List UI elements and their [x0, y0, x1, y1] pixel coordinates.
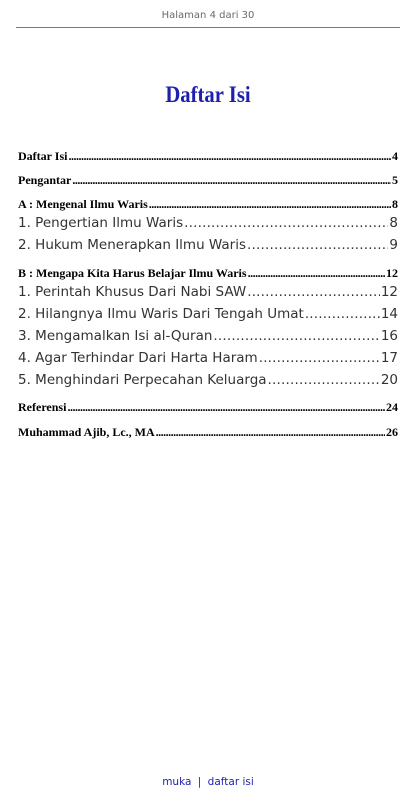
toc-entry-referensi[interactable]: [18, 400, 398, 415]
toc-entry-label: 2. Hilangnya Ilmu Waris Dari Tengah Umat: [18, 306, 304, 322]
toc-entry-b1[interactable]: [18, 284, 398, 300]
header-divider: [16, 27, 400, 28]
toc-entry-a2[interactable]: [18, 237, 398, 253]
page-title: Daftar Isi: [165, 82, 251, 107]
toc-entry-label: Pengantar: [18, 173, 72, 187]
toc-entry-label: A : Mengenal Ilmu Waris: [18, 197, 148, 211]
toc-leader-dots: [213, 328, 379, 344]
toc-entry-page: 24: [386, 400, 398, 414]
toc-link[interactable]: daftar isi: [207, 776, 254, 788]
toc-entry-label: 3. Mengamalkan Isi al-Quran: [18, 328, 213, 344]
footer-nav: [0, 776, 416, 788]
toc-entry-page: 12: [386, 266, 398, 280]
toc-entry-a1[interactable]: [18, 215, 398, 231]
toc-entry-daftar-isi[interactable]: [18, 149, 398, 164]
toc-entry-page: 20: [380, 372, 398, 388]
toc-entry-page: 16: [380, 328, 398, 344]
toc-entry-page: 8: [392, 197, 398, 211]
toc-leader-dots: [248, 266, 385, 281]
toc-entry-label: 2. Hukum Menerapkan Ilmu Waris: [18, 237, 247, 253]
toc-leader-dots: [149, 197, 391, 212]
toc-entry-label: 1. Perintah Khusus Dari Nabi SAW: [18, 284, 247, 300]
page-indicator: Halaman 4 dari 30: [161, 10, 255, 21]
toc-leader-dots: [72, 173, 391, 188]
toc-entry-b4[interactable]: [18, 350, 398, 366]
toc-entry-page: 14: [380, 306, 398, 322]
toc-entry-section-a[interactable]: [18, 197, 398, 212]
toc-entry-page: 4: [392, 149, 398, 163]
footer-separator: |: [197, 776, 202, 788]
toc-leader-dots: [259, 350, 380, 366]
toc-entry-page: 8: [389, 215, 398, 231]
toc-entry-page: 26: [386, 425, 398, 439]
toc-entry-pengantar[interactable]: [18, 173, 398, 188]
toc-entry-page: 5: [392, 173, 398, 187]
toc-leader-dots: [67, 400, 385, 415]
toc-entry-label: 1. Pengertian Ilmu Waris: [18, 215, 184, 231]
toc-entry-section-b[interactable]: [18, 266, 398, 281]
toc-entry-label: Daftar Isi: [18, 149, 68, 163]
toc-leader-dots: [68, 149, 391, 164]
toc-entry-label: 4. Agar Terhindar Dari Harta Haram: [18, 350, 258, 366]
home-link[interactable]: muka: [162, 776, 192, 788]
toc-entry-label: B : Mengapa Kita Harus Belajar Ilmu Waris: [18, 266, 247, 280]
toc-entry-author[interactable]: [18, 425, 398, 440]
toc-leader-dots: [247, 284, 380, 300]
toc-entry-label: Muhammad Ajib, Lc., MA: [18, 425, 155, 439]
toc-leader-dots: [156, 425, 385, 440]
toc-leader-dots: [184, 215, 388, 231]
toc-entry-label: Referensi: [18, 400, 67, 414]
toc-leader-dots: [247, 237, 388, 253]
toc-entry-b2[interactable]: [18, 306, 398, 322]
toc-entry-page: 17: [380, 350, 398, 366]
toc-entry-page: 9: [389, 237, 398, 253]
toc-entry-b5[interactable]: [18, 372, 398, 388]
toc-leader-dots: [268, 372, 380, 388]
toc-entry-label: 5. Menghindari Perpecahan Keluarga: [18, 372, 267, 388]
toc-leader-dots: [305, 306, 380, 322]
toc-entry-page: 12: [380, 284, 398, 300]
toc-entry-b3[interactable]: [18, 328, 398, 344]
